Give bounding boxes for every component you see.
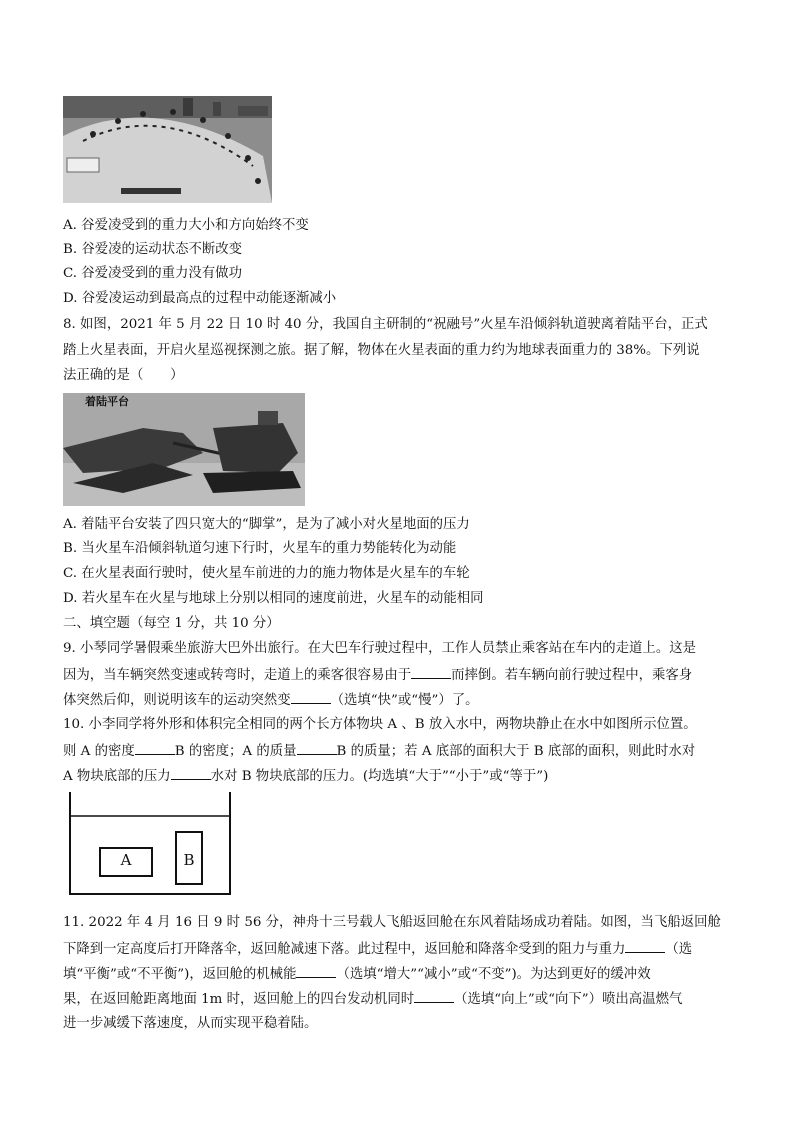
q11-line2 — [63, 938, 692, 960]
q7-option-a: A. 谷爱凌受到的重力大小和方向始终不变 — [63, 218, 309, 233]
answer-blank-5[interactable] — [171, 765, 211, 780]
q8-option-a: A. 着陆平台安装了四只宽大的“脚掌”，是为了减小对火星地面的压力 — [63, 517, 470, 532]
block-a-label: A — [120, 851, 132, 869]
mars-rover-illustration — [63, 393, 305, 506]
q11-line5: 进一步减缓下落速度，从而实现平稳着陆。 — [63, 1016, 318, 1031]
water-tank-figure — [66, 788, 236, 900]
q8-option-c: C. 在火星表面行驶时，使火星车前进的力的施力物体是火星车的车轮 — [63, 566, 470, 581]
q10-line2-text-b: B 的密度；A 的质量 — [174, 744, 297, 759]
q8-stem-line3: 法正确的是（ ） — [63, 368, 184, 383]
q11-line3 — [63, 963, 651, 985]
q8-stem-line1: 8. 如图，2021 年 5 月 22 日 10 时 40 分，我国自主研制的“祝融号”火星车沿倾斜轨道驶离着陆平台，正式 — [63, 317, 708, 332]
q11-line4-text-b: （选填“向上”或“向下”）喷出高温燃气 — [454, 992, 683, 1007]
q10-line2-text-c: B 的质量；若 A 底部的面积大于 B 底部的面积，则此时水对 — [336, 744, 696, 759]
answer-blank-3[interactable] — [135, 740, 175, 755]
q10-line3 — [63, 765, 548, 787]
q9-line3 — [63, 689, 479, 711]
q8-option-d: D. 若火星车在火星与地球上分别以相同的速度前进，火星车的动能相同 — [63, 591, 484, 606]
answer-blank-7[interactable] — [296, 963, 336, 978]
answer-blank-4[interactable] — [297, 740, 337, 755]
answer-blank-1[interactable] — [411, 664, 451, 679]
q9-line2-text-a: 因为，当车辆突然变速或转弯时，走道上的乘客很容易由于 — [63, 668, 412, 683]
q10-line1: 10. 小李同学将外形和体积完全相同的两个长方体物块 A 、B 放入水中，两物块静止在水中如图所示位置。 — [63, 717, 697, 732]
q10-line3-text-b: 水对 B 物块底部的压力。(均选填“大于”“小于”或“等于”) — [210, 769, 549, 784]
answer-blank-2[interactable] — [291, 689, 331, 704]
q7-option-c: C. 谷爱凌受到的重力没有做功 — [63, 266, 242, 281]
q9-line3-text-b: （选填“快”或“慢”）了。 — [330, 693, 479, 708]
q11-line3-text-a: 填“平衡”或“不平衡”)，返回舱的机械能 — [63, 967, 297, 982]
q9-line1: 9. 小琴同学暑假乘坐旅游大巴外出旅行。在大巴车行驶过程中，工作人员禁止乘客站在车内的走道上。这是 — [63, 641, 696, 656]
block-b-label: B — [183, 851, 195, 869]
mars-rover-photo — [63, 393, 305, 506]
q11-line3-text-b: （选填“增大”“减小”或“不变”)。为达到更好的缓冲效 — [336, 967, 651, 982]
q9-line3-text-a: 体突然后仰，则说明该车的运动突然变 — [63, 693, 291, 708]
q7-option-d: D. 谷爱凌运动到最高点的过程中动能逐渐减小 — [63, 291, 337, 306]
q7-option-b: B. 谷爱凌的运动状态不断改变 — [63, 242, 243, 257]
tank-outline — [70, 792, 230, 894]
q10-line3-text-a: A 物块底部的压力 — [63, 769, 171, 784]
q8-option-b: B. 当火星车沿倾斜轨道匀速下行时，火星车的重力势能转化为动能 — [63, 541, 457, 556]
q11-line4-text-a: 果，在返回舱距离地面 1m 时，返回舱上的四台发动机同时 — [63, 992, 415, 1007]
q11-line1: 11. 2022 年 4 月 16 日 9 时 56 分，神舟十三号载人飞船返回舱在东风着陆场成功着陆。如图，当飞船返回舱 — [63, 915, 721, 930]
q11-line4 — [63, 988, 682, 1010]
answer-blank-8[interactable] — [414, 988, 454, 1003]
q10-line2 — [63, 740, 695, 762]
ski-jump-photo — [63, 96, 272, 203]
q8-stem-line2: 踏上火星表面，开启火星巡视探测之旅。据了解，物体在火星表面的重力约为地球表面重力的 38%。下列说 — [63, 343, 700, 358]
q9-line2 — [63, 664, 692, 686]
ski-jump-illustration — [63, 96, 272, 203]
section-title: 二、填空题（每空 1 分，共 10 分） — [63, 616, 280, 631]
answer-blank-6[interactable] — [625, 938, 665, 953]
q9-line2-text-b: 而摔倒。若车辆向前行驶过程中，乘客身 — [451, 668, 693, 683]
landing-platform-label: 着陆平台 — [85, 395, 129, 408]
q11-line2-text-b: （选 — [665, 942, 693, 957]
q11-line2-text-a: 下降到一定高度后打开降落伞，返回舱减速下落。此过程中，返回舱和降落伞受到的阻力与重力 — [63, 942, 626, 957]
q10-line2-text-a: 则 A 的密度 — [63, 744, 135, 759]
